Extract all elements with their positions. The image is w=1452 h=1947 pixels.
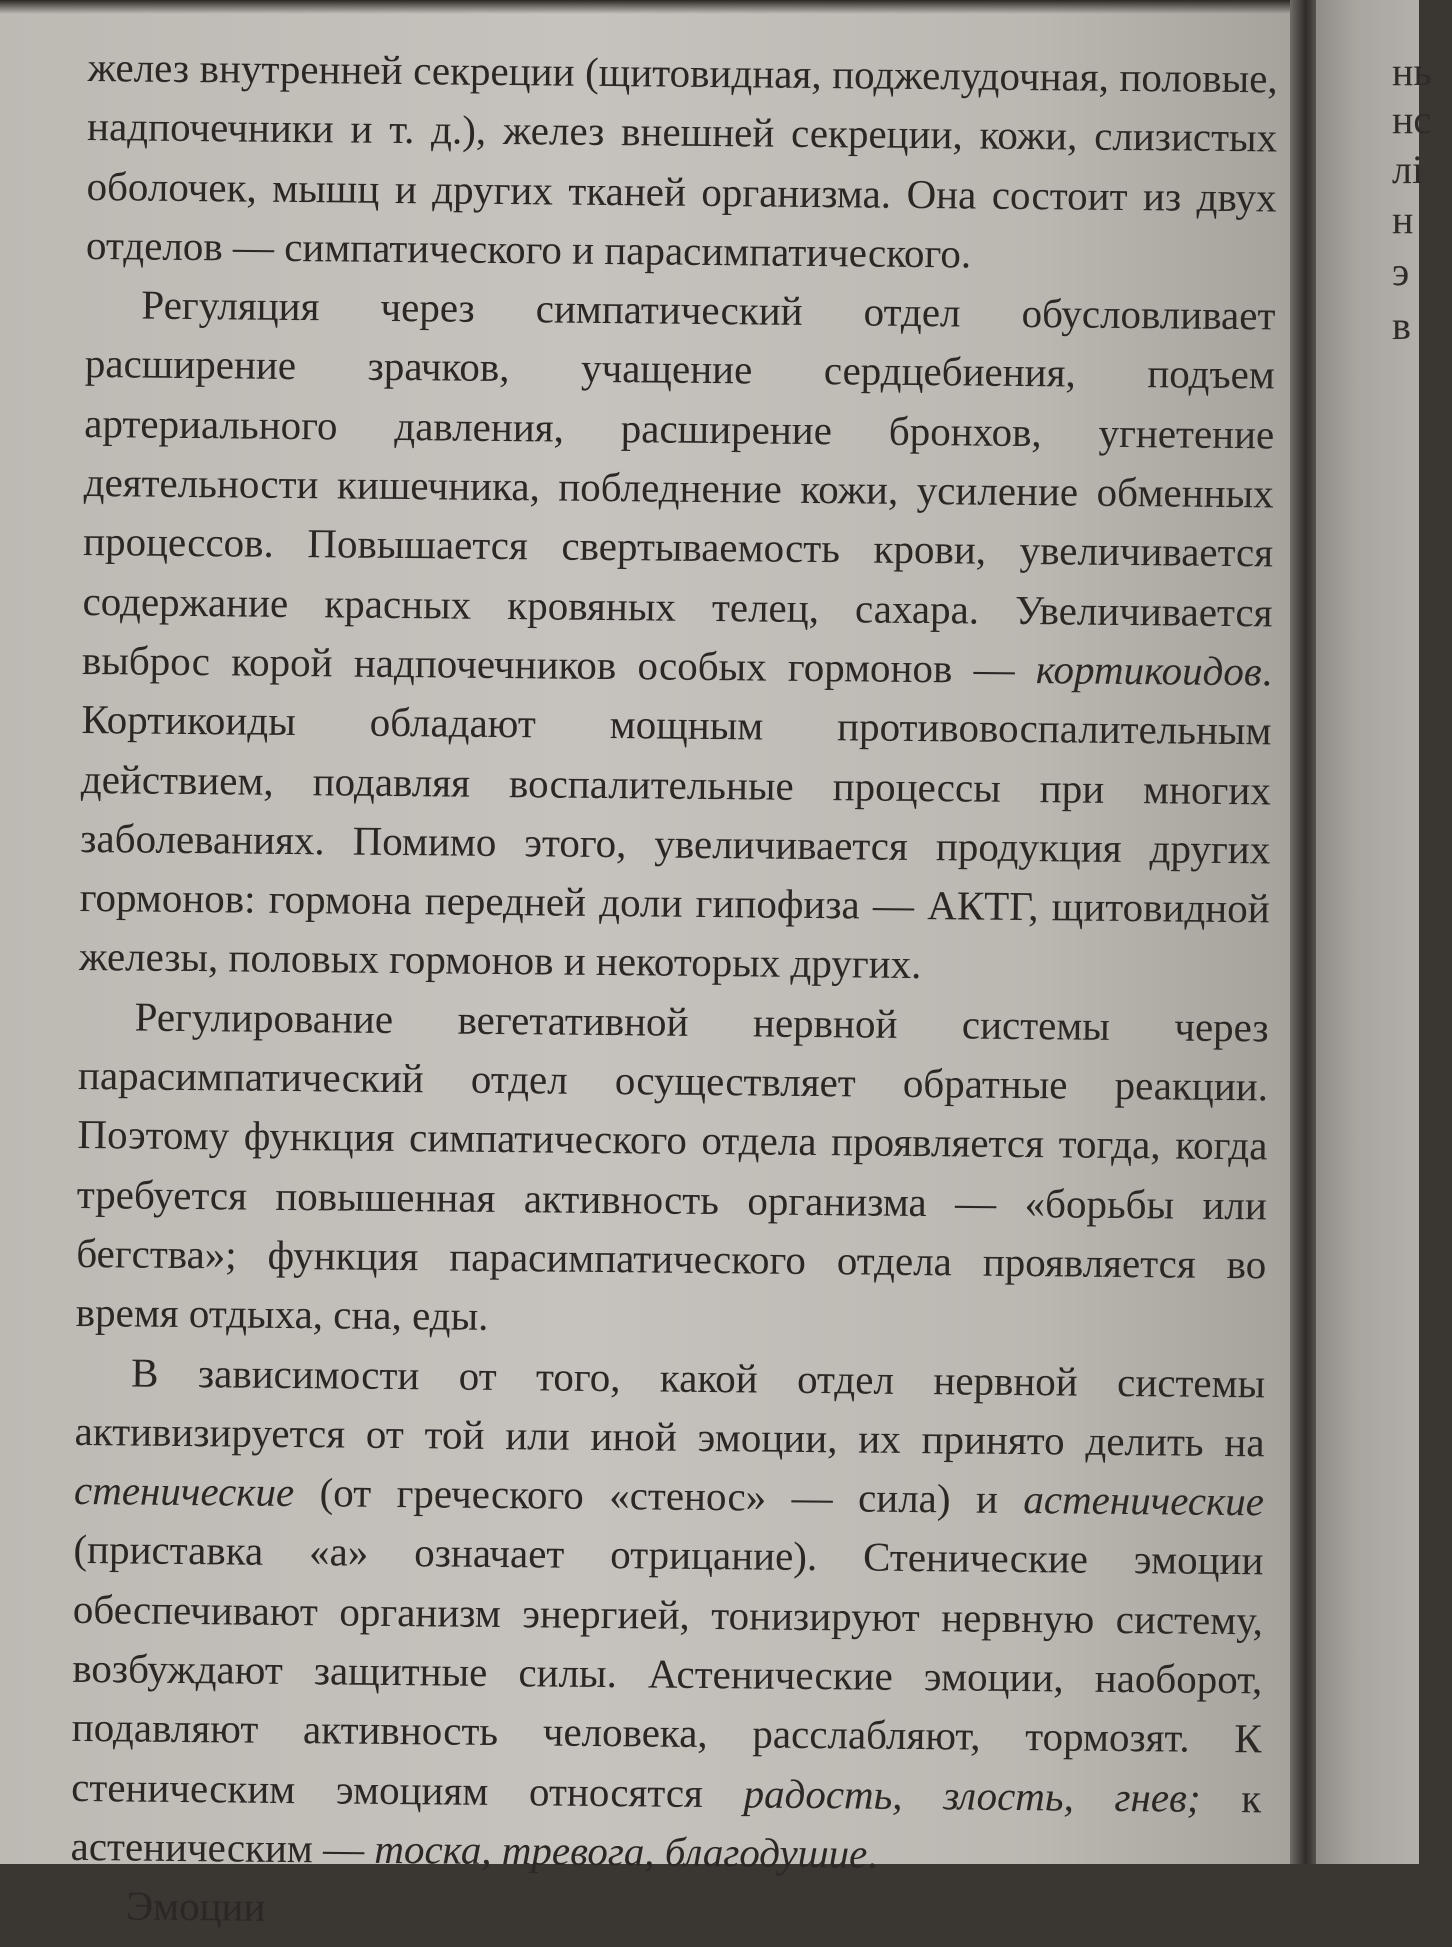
paragraph-2-term: кортикоидов <box>1035 646 1262 695</box>
facing-page-fragment: лі <box>1392 147 1424 192</box>
paragraph-2 <box>79 275 1276 998</box>
facing-page-fragment: в <box>1392 303 1411 348</box>
paragraph-4-term-2: астенические <box>1023 1476 1265 1525</box>
paragraph-4-term-1: стенические <box>73 1467 295 1516</box>
facing-page-fragment: н <box>1392 197 1414 242</box>
facing-page-fragment: нь <box>1392 49 1432 94</box>
facing-page-edge <box>1316 0 1432 1864</box>
paragraph-4-text-3: (приставка «а» означает отрицание). Стенические эмоции обеспечивают организм энергией, тонизируют нервную систему, возбуждают защитные силы. Астенические эмоции, наоборот, подавляют активность человека, расслабляют, тормозят. К стеническим эмоциям относятся <box>70 1526 1264 1816</box>
paragraph-2-text-a: Регуляция через симпатический отдел обусловливает расширение зрачков, учащение сердцебиения, подъем артериального давления, расширение бронхов, угнетение деятельности кишечника, побледнение кожи, усиление обменных процессов. Повышается свертываемость крови, увеличивается содержание красных кровяных телец, сахара. Увеличивается выброс корой надпочечников особых гормонов — <box>81 281 1276 693</box>
book-gutter <box>1290 0 1316 1864</box>
page-top-shadow <box>0 0 1290 14</box>
cut-off-line: Эмоции <box>125 1882 266 1930</box>
paragraph-4-term-3: радость, злость, гнев; <box>743 1769 1201 1821</box>
paragraph-1: желез внутренней секреции (щитовидная, поджелудочная, половые, надпочечники и т. д.), желез внешней секреции, кожи, слизистых оболочек, мышц и других тканей организма. Она состоит из двух отделов — симпатического и парасимпатического. <box>85 43 1278 277</box>
facing-page-fragment: э <box>1392 249 1410 294</box>
paragraph-4-text-1: В зависимости от того, какой отдел нервной системы активизируется от той или иной эмоции, их принято делить на <box>74 1349 1266 1466</box>
paragraph-4-text-2: (от греческого «стенос» — сила) и <box>293 1469 1024 1523</box>
paragraph-4 <box>70 1342 1265 1887</box>
paragraph-4-term-4: тоска, тревога, благодушие <box>374 1825 868 1877</box>
facing-page-fragment: нс <box>1392 97 1432 142</box>
paragraph-3: Регулирование вегетативной нервной системы через парасимпатический отдел осуществляет обратные реакции. Поэтому функция симпатического отдела проявляется тогда, когда требуется повышенная активность организма — «борьбы или бегства»; функция парасимпатического отдела проявляется во время отдыха, сна, еды. <box>75 993 1269 1340</box>
paragraph-2-text-b: . Кортикоиды обладают мощным противовоспалительным действием, подавляя воспалительные процессы при многих заболеваниях. Помимо этого, увеличивается продукция других гормонов: гормона передней доли гипофиза — АКТГ, щитовидной железы, половых гормонов и некоторых других. <box>78 648 1273 988</box>
page-text <box>70 38 1278 1930</box>
paragraph-4-text-5: . <box>867 1830 878 1877</box>
paragraph-4-text-4: к астеническим — <box>70 1774 1262 1872</box>
